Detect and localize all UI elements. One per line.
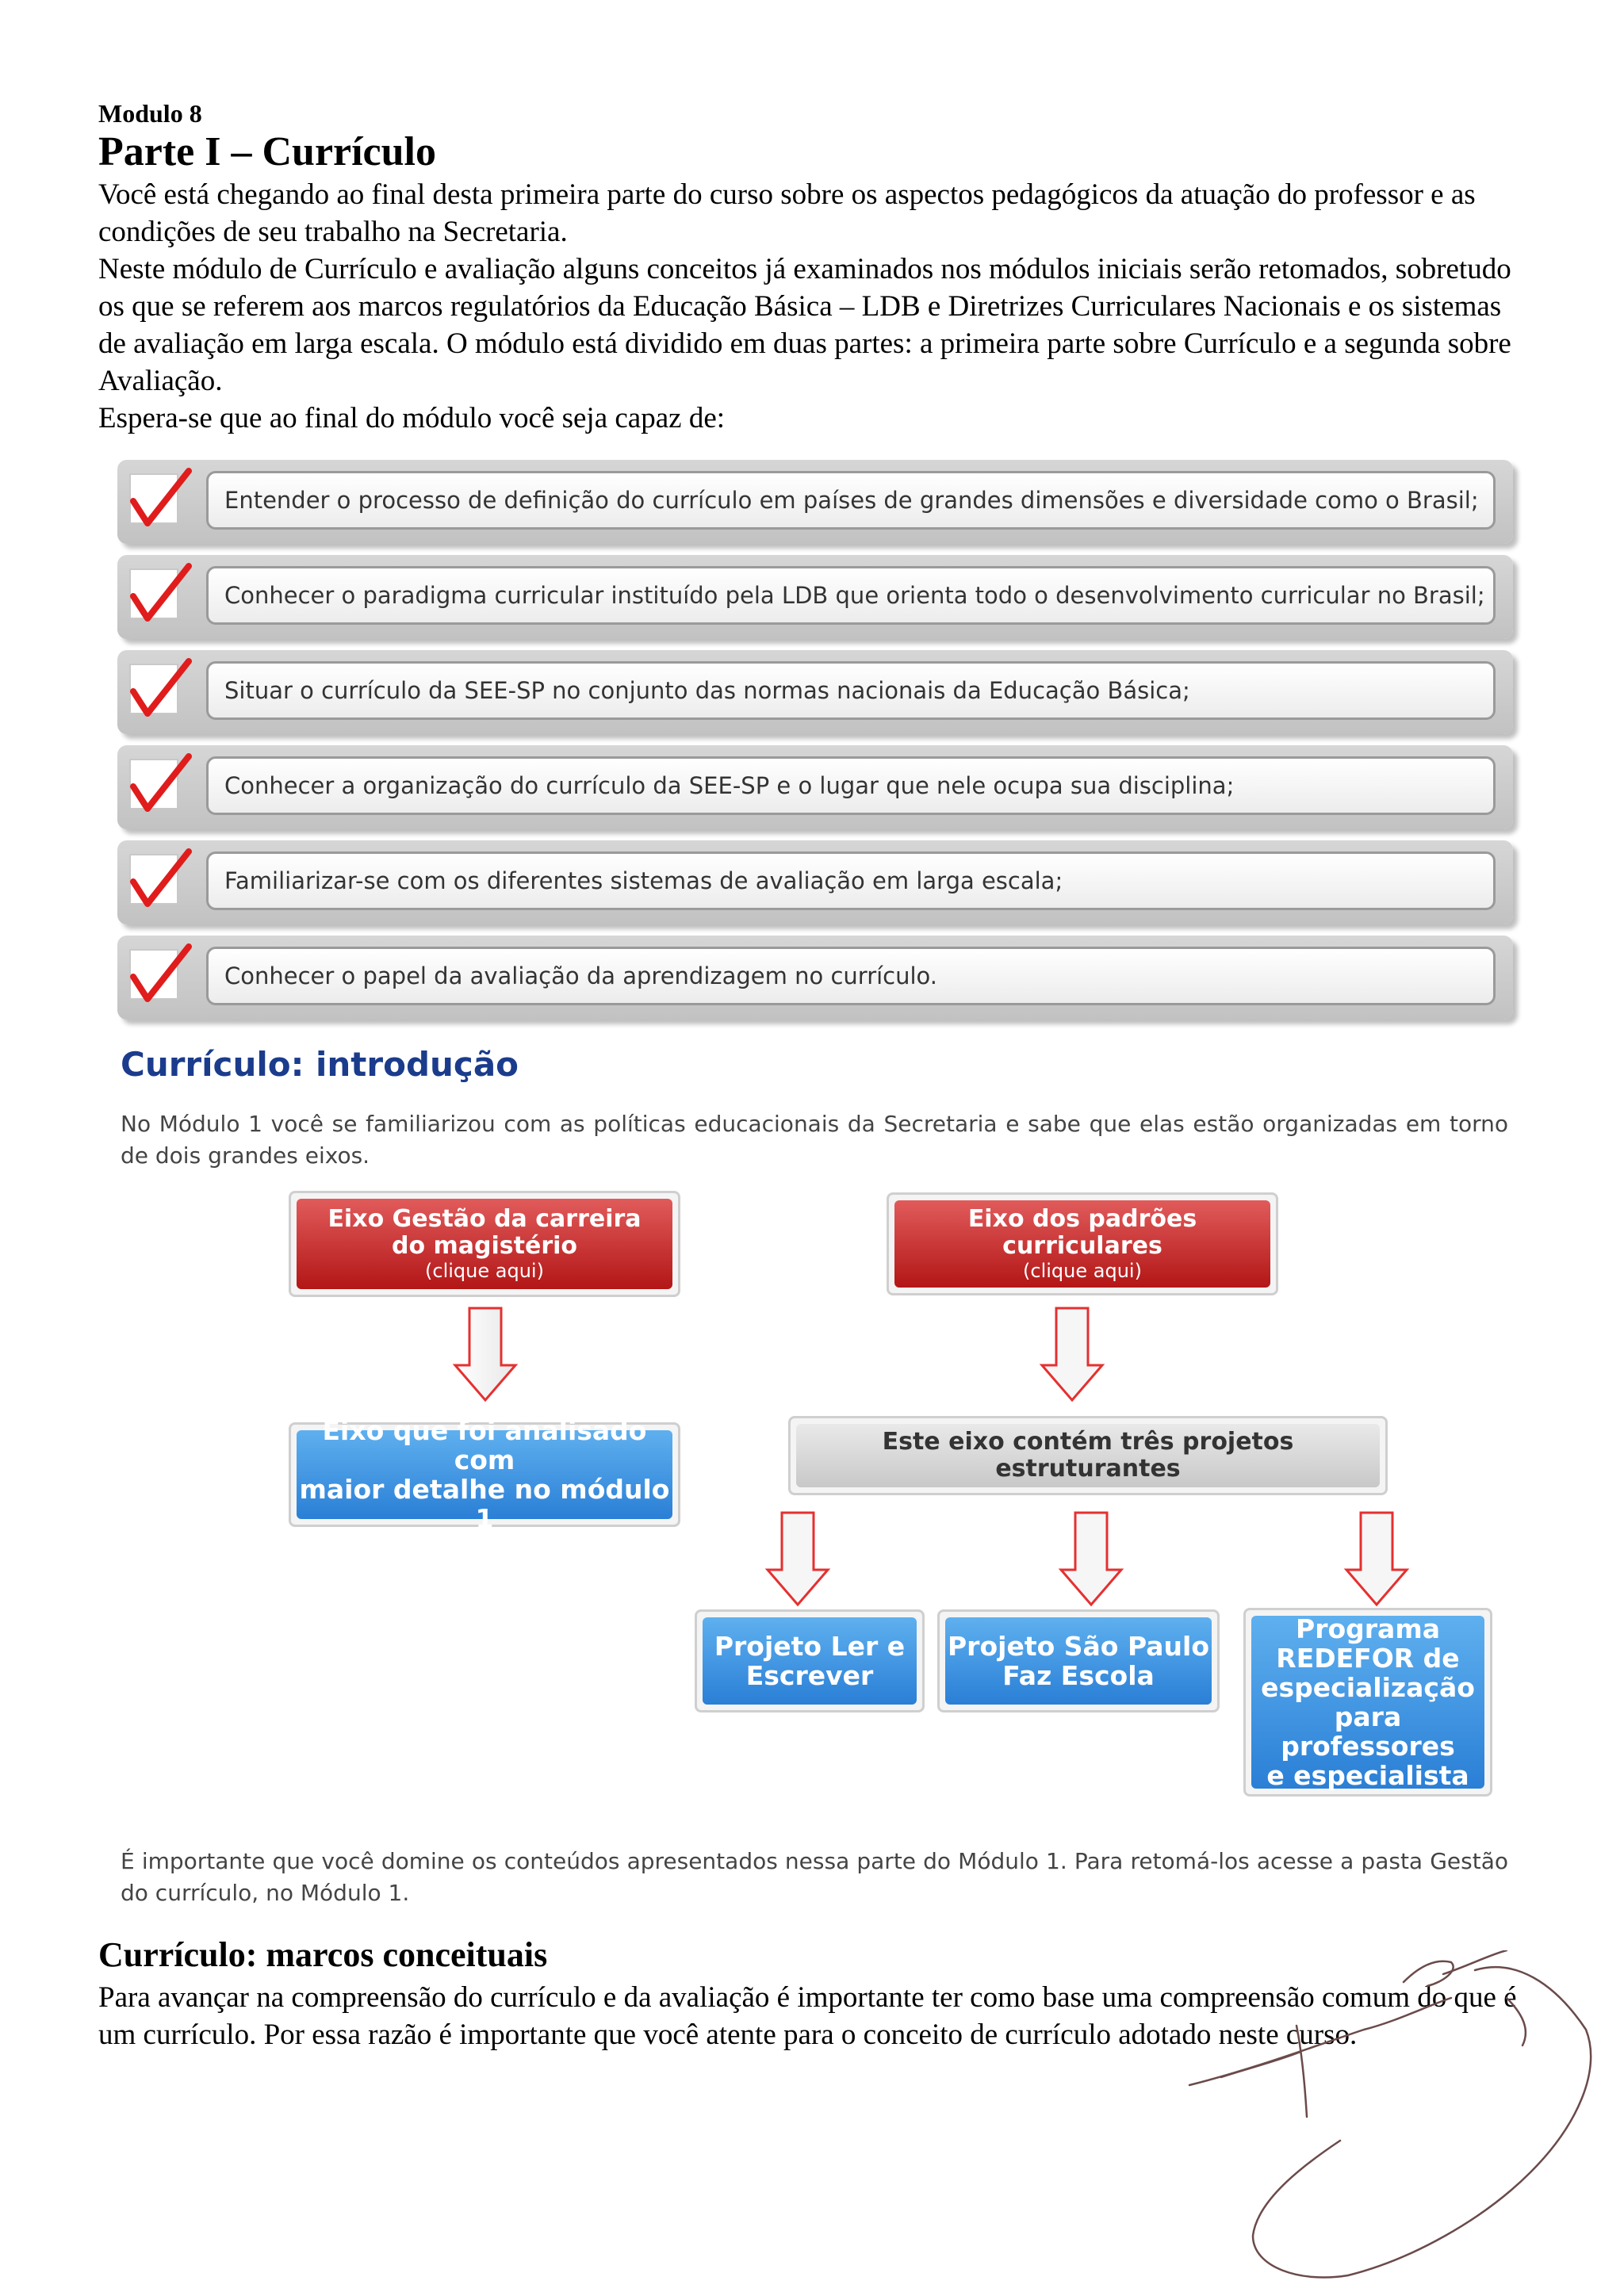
programa-redefor-line: REDEFOR de xyxy=(1276,1643,1460,1674)
programa-redefor-line: especialização xyxy=(1261,1672,1475,1703)
objective-text: Familiarizar-se com os diferentes sistemas de avaliação em larga escala; xyxy=(206,851,1496,910)
objective-text: Situar o currículo da SEE-SP no conjunto das normas nacionais da Educação Básica; xyxy=(206,661,1496,720)
programa-redefor-line: para professores xyxy=(1281,1701,1455,1762)
part-title: Parte I – Currículo xyxy=(98,129,437,174)
objective-item xyxy=(117,745,1513,829)
intro-paragraph: Você está chegando ao final desta primeira parte do curso sobre os aspectos pedagógicos da atuação do professor e as condições de seu trabalho na Secretaria. xyxy=(98,178,1476,248)
objective-item xyxy=(117,936,1513,1020)
objective-text: Conhecer a organização do currículo da SEE-SP e o lugar que nele ocupa sua disciplina; xyxy=(206,756,1496,815)
projeto-ler-line1: Projeto Ler e xyxy=(714,1631,906,1662)
down-arrow-icon xyxy=(1039,1307,1105,1403)
red-checkmark-icon xyxy=(125,942,195,1012)
eixo-padroes-line1: Eixo dos padrões xyxy=(967,1205,1197,1233)
eixo-gestao-button[interactable] xyxy=(289,1191,680,1297)
objective-item xyxy=(117,555,1513,639)
down-arrow-icon xyxy=(452,1307,519,1403)
down-arrow-icon xyxy=(764,1511,831,1608)
important-note: É importante que você domine os conteúdos apresentados nessa parte do Módulo 1. Para retomá-los acesse a pasta Gestão do currículo, no Módulo 1. xyxy=(121,1848,1508,1906)
red-checkmark-icon xyxy=(125,466,195,536)
eixo-gestao-line1: Eixo Gestão da carreira xyxy=(327,1205,642,1233)
document-header xyxy=(98,98,1526,437)
projeto-sp-line1: Projeto São Paulo xyxy=(948,1631,1209,1662)
red-checkmark-icon xyxy=(125,561,195,631)
programa-redefor-line: e especialista xyxy=(1266,1760,1469,1791)
eixo-analisado-line1: Eixo que foi analisado com xyxy=(322,1415,647,1475)
eixo-gestao-click-hint: (clique aqui) xyxy=(425,1260,544,1282)
projeto-ler-line2: Escrever xyxy=(745,1660,874,1691)
marcos-section-text: Para avançar na compreensão do currículo e da avaliação é importante ter como base uma compreensão comum do que é um currículo. Por essa razão é importante que você atente para o conceito de currículo adotado neste curso. xyxy=(98,1981,1517,2051)
projeto-sp-faz-escola-box xyxy=(937,1609,1220,1712)
objective-text: Entender o processo de definição do currículo em países de grandes dimensões e diversidade como o Brasil; xyxy=(206,471,1496,530)
marcos-section-title: Currículo: marcos conceituais xyxy=(98,1935,548,1974)
down-arrow-icon xyxy=(1058,1511,1124,1608)
handwritten-signature xyxy=(1158,1950,1602,2283)
tres-projetos-text: Este eixo contém três projetos estruturantes xyxy=(882,1428,1294,1483)
down-arrow-icon xyxy=(1343,1511,1410,1608)
eixo-padroes-button[interactable] xyxy=(887,1192,1278,1295)
eixo-padroes-click-hint: (clique aqui) xyxy=(1023,1260,1142,1282)
module-label: Modulo 8 xyxy=(98,99,202,128)
objective-item xyxy=(117,460,1513,544)
programa-redefor-box xyxy=(1243,1608,1492,1797)
eixo-padroes-line2: curriculares xyxy=(1002,1232,1162,1260)
objective-text: Conhecer o papel da avaliação da aprendizagem no currículo. xyxy=(206,947,1496,1005)
projeto-ler-escrever-box xyxy=(695,1609,925,1712)
tres-projetos-box xyxy=(788,1416,1388,1495)
eixo-analisado-box xyxy=(289,1415,680,1534)
red-checkmark-icon xyxy=(125,847,195,916)
programa-redefor-line: Programa xyxy=(1296,1613,1440,1644)
objective-item xyxy=(117,650,1513,734)
eixo-gestao-line2: do magistério xyxy=(391,1232,578,1260)
red-checkmark-icon xyxy=(125,752,195,821)
intro-section-title: Currículo: introdução xyxy=(121,1045,519,1084)
red-checkmark-icon xyxy=(125,656,195,726)
objective-item xyxy=(117,840,1513,924)
objectives-list xyxy=(117,460,1513,1031)
intro-paragraph: Espera-se que ao final do módulo você seja capaz de: xyxy=(98,402,726,434)
objective-text: Conhecer o paradigma curricular instituído pela LDB que orienta todo o desenvolvimento curricular no Brasil; xyxy=(206,566,1496,625)
intro-section-text: No Módulo 1 você se familiarizou com as políticas educacionais da Secretaria e sabe que elas estão organizadas em torno de dois grandes eixos. xyxy=(121,1111,1508,1169)
eixo-analisado-line2: maior detalhe no módulo 1 xyxy=(299,1474,670,1534)
projeto-sp-line2: Faz Escola xyxy=(1002,1660,1155,1691)
intro-paragraph: Neste módulo de Currículo e avaliação alguns conceitos já examinados nos módulos iniciais serão retomados, sobretudo os que se referem aos marcos regulatórios da Educação Básica – LDB e Diretrizes Curriculares Nacionais e os sistemas de avaliação em larga escala. O módulo está dividido em duas partes: a primeira parte sobre Currículo e a segunda sobre Avaliação. xyxy=(98,253,1511,397)
